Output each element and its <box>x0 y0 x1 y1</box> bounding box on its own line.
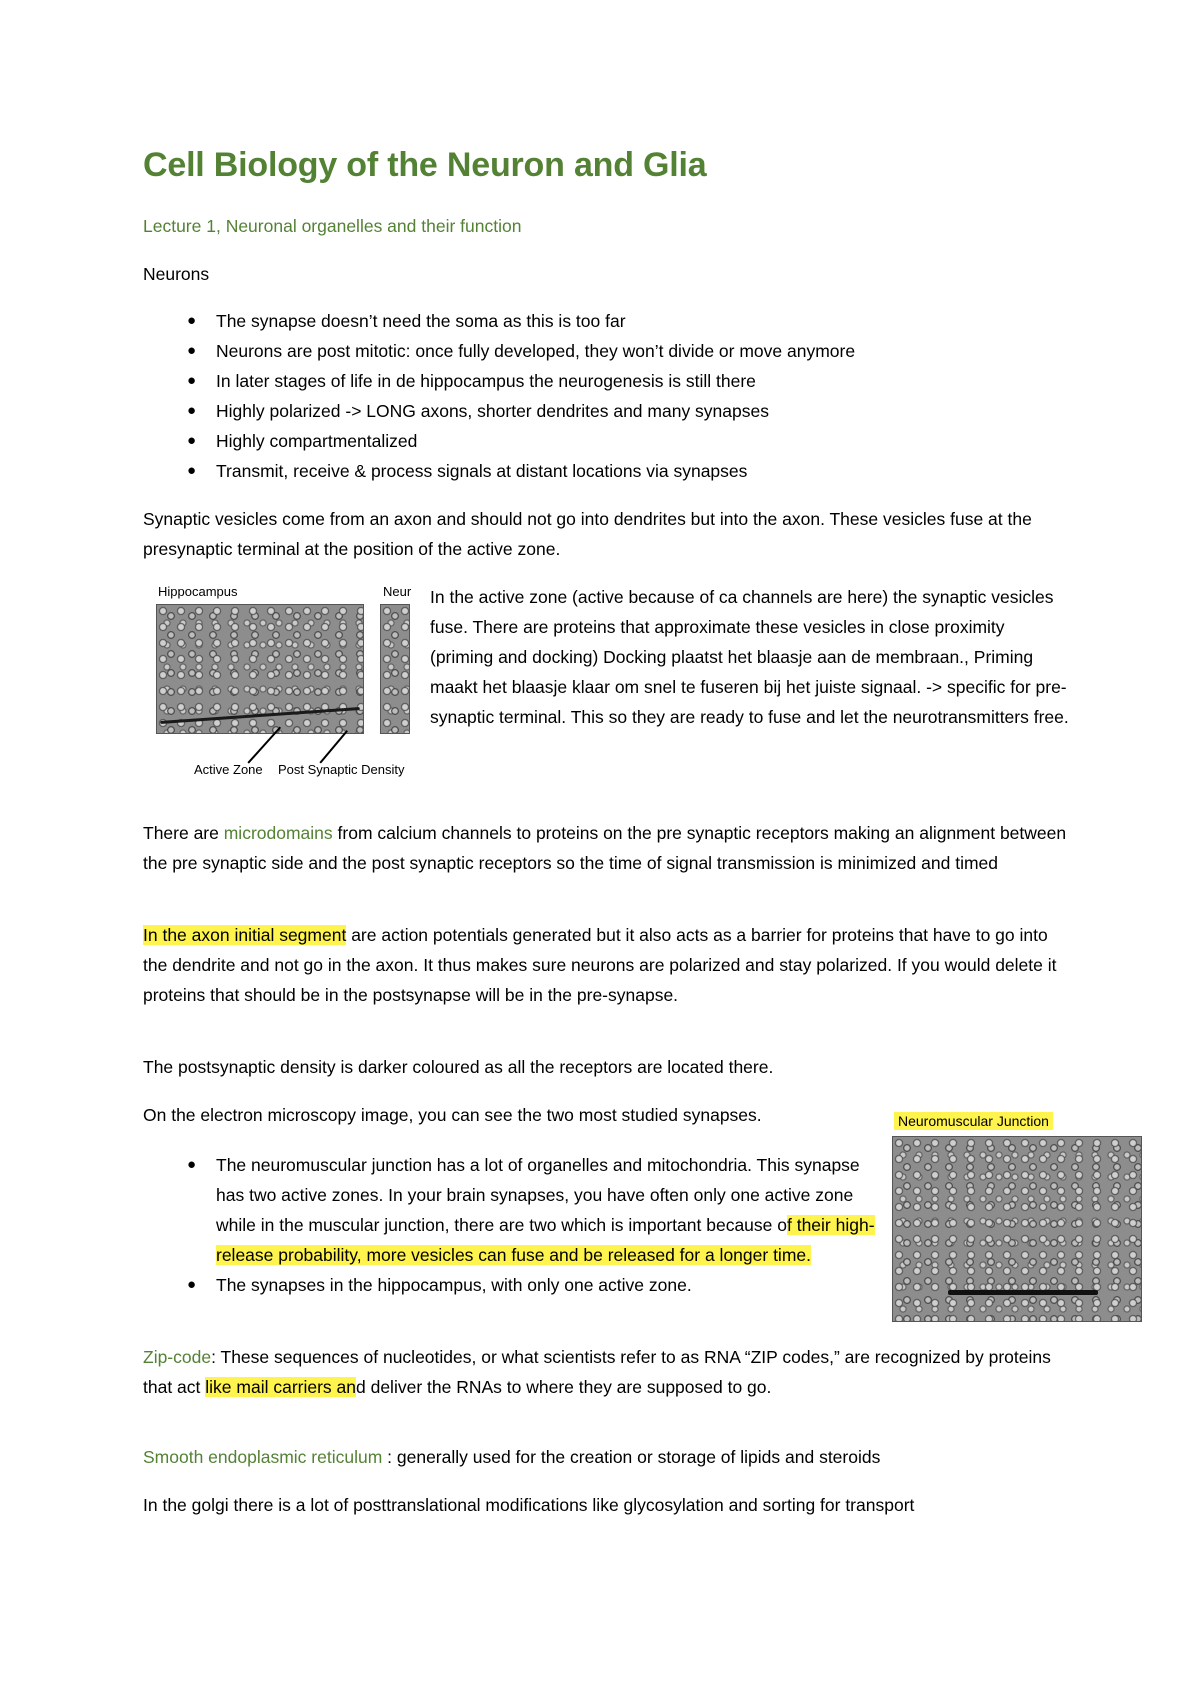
list-item: ● Neurons are post mitotic: once fully developed, they won’t divide or move anymore <box>143 336 855 366</box>
em-image-neuromuscular-partial <box>380 604 410 734</box>
figure-label-hippocampus: Hippocampus <box>158 584 238 599</box>
bullet-icon: ● <box>187 312 197 329</box>
paragraph-vesicles: Synaptic vesicles come from an axon and should not go into dendrites but into the axon. These vesicles fuse at the presynaptic terminal at the position of the active zone. <box>143 509 1032 559</box>
section-heading-neurons: Neurons <box>143 264 210 284</box>
bullet-icon: ● <box>187 342 197 359</box>
list-item: ● The neuromuscular junction has a lot of organelles and mitochondria. This synapse has two active zones. In your brain synapses, you have often only one active zone while in the muscular junction, there are two which is important because of their high-release probability, more vesicles can fuse and be released for a longer time. <box>143 1150 883 1270</box>
list-item: ● Highly compartmentalized <box>143 426 855 456</box>
list-item: ● In later stages of life in de hippocampus the neurogenesis is still there <box>143 366 855 396</box>
paragraph-axon-initial-segment: In the axon initial segment are action potentials generated but it also acts as a barrier for proteins that have to go into the dendrite and not go in the axon. It thus makes sure neurons are polarized and stay polarized. If you would delete it proteins that should be in the postsynapse will be in the pre-synapse. <box>143 925 1057 1005</box>
list-item: ● Highly polarized -> LONG axons, shorter dendrites and many synapses <box>143 396 855 426</box>
list-item: ● The synapses in the hippocampus, with only one active zone. <box>143 1270 883 1300</box>
term-smooth-er: Smooth endoplasmic reticulum <box>143 1447 383 1467</box>
figure-label-neur: Neur <box>383 584 412 599</box>
caption-active-zone: Active Zone <box>194 762 263 777</box>
page-title: Cell Biology of the Neuron and Glia <box>143 146 707 184</box>
paragraph-active-zone: In the active zone (active because of ca channels are here) the synaptic vesicles fuse. There are proteins that approximate these vesicles in close proximity (priming and docking) Docking plaatst het blaasje aan de membraan., Priming maakt het blaasje klaar om snel te fuseren bij het juiste signaal. -> specific for pre-synaptic terminal. This so they are ready to fuse and let the neurotransmitters free. <box>430 587 1069 727</box>
highlight-axon-initial-segment: In the axon initial segment <box>143 925 347 945</box>
term-microdomains: microdomains <box>223 823 333 843</box>
lecture-subtitle: Lecture 1, Neuronal organelles and their function <box>143 216 522 236</box>
neuromuscular-junction-figure <box>888 1110 1144 1320</box>
paragraph-smooth-er: Smooth endoplasmic reticulum : generally used for the creation or storage of lipids and steroids <box>143 1447 881 1467</box>
bullet-icon: ● <box>187 432 197 449</box>
synapse-types-list <box>143 1150 883 1300</box>
term-zip-code: Zip-code <box>143 1347 212 1367</box>
bullet-icon: ● <box>187 372 197 389</box>
list-item: ● The synapse doesn’t need the soma as this is too far <box>143 306 855 336</box>
caption-post-synaptic-density: Post Synaptic Density <box>278 762 405 777</box>
neuron-facts-list <box>143 306 855 486</box>
bullet-icon: ● <box>187 1156 197 1173</box>
muscle-membrane <box>948 1290 1098 1295</box>
pointer-line-psd <box>319 730 347 763</box>
bullet-icon: ● <box>187 402 197 419</box>
list-item: ● Transmit, receive & process signals at distant locations via synapses <box>143 456 855 486</box>
paragraph-golgi: In the golgi there is a lot of posttranslational modifications like glycosylation and sorting for transport <box>143 1495 915 1515</box>
bullet-icon: ● <box>187 462 197 479</box>
figure-label-neuromuscular-junction: Neuromuscular Junction <box>894 1112 1053 1130</box>
paragraph-psd: The postsynaptic density is darker coloured as all the receptors are located there. <box>143 1057 774 1077</box>
highlight-release-probability: f their high-release probability, more vesicles can fuse and be released for a longer time. <box>216 1215 875 1265</box>
paragraph-zip-code: Zip-code: These sequences of nucleotides, or what scientists refer to as RNA “ZIP codes,” are recognized by proteins that act like mail carriers and deliver the RNAs to where they are supposed to go. <box>143 1347 1051 1397</box>
paragraph-em-image: On the electron microscopy image, you can see the two most studied synapses. <box>143 1105 762 1125</box>
paragraph-microdomains: There are microdomains from calcium channels to proteins on the pre synaptic receptors making an alignment between the pre synaptic side and the post synaptic receptors so the time of signal transmission is minimized and timed <box>143 823 1067 873</box>
bullet-icon: ● <box>187 1276 197 1293</box>
highlight-mail-carriers: like mail carriers an <box>205 1377 356 1397</box>
